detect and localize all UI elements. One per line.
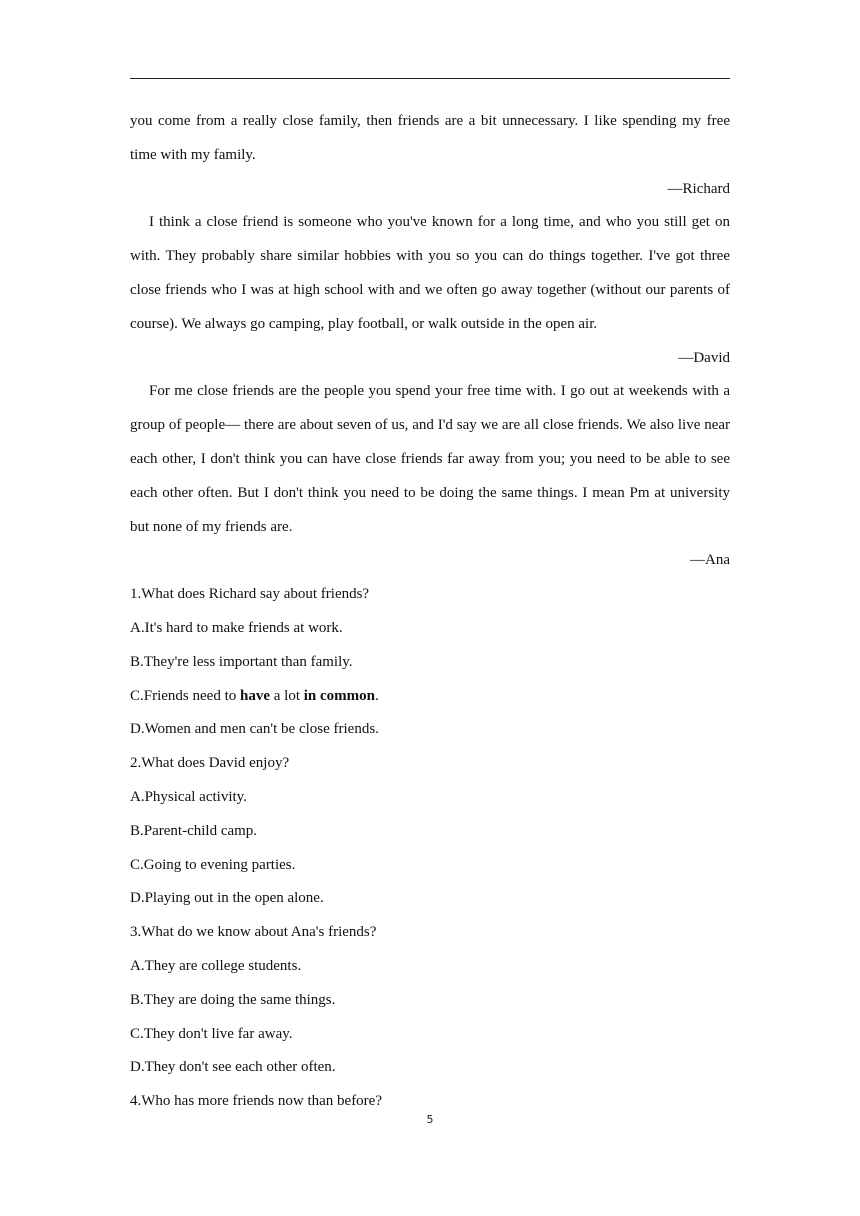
question-2-option-d: D.Playing out in the open alone. <box>130 890 324 907</box>
option-c-bold-in-common: in common <box>303 687 375 704</box>
question-3-option-b: B.They are doing the same things. <box>130 991 336 1008</box>
question-1-option-a: A.It's hard to make friends at work. <box>130 619 343 636</box>
question-2-stem: 2.What does David enjoy? <box>130 755 290 772</box>
signature-david: —David <box>678 349 730 366</box>
header-rule <box>130 78 730 79</box>
question-1-option-c <box>130 680 730 714</box>
page-content <box>130 105 730 1119</box>
option-c-text-2: a lot <box>270 687 304 704</box>
signature-ana: —Ana <box>690 552 730 569</box>
passage-richard-text: you come from a really close family, then friends are a bit unnecessary. I like spending my free time with my family. <box>130 113 730 163</box>
question-1-option-d: D.Women and men can't be close friends. <box>130 721 379 738</box>
question-2-option-a: A.Physical activity. <box>130 788 247 805</box>
question-3-option-a: A.They are college students. <box>130 957 302 974</box>
option-c-text-1: C.Friends need to <box>130 687 240 704</box>
question-3-option-c: C.They don't live far away. <box>130 1025 293 1042</box>
option-c-text-3: . <box>375 687 379 704</box>
option-c-bold-have: have <box>240 687 270 704</box>
question-3-stem: 3.What do we know about Ana's friends? <box>130 924 377 941</box>
page-number: 5 <box>426 1113 434 1126</box>
question-4-stem: 4.Who has more friends now than before? <box>130 1093 382 1110</box>
passage-ana-text: For me close friends are the people you spend your free time with. I go out at weekends with a group of people— there are about seven of us, and I'd say we are all close friends. We also live near each other, I don't think you can have close friends far away from you; you need to be able to see each other often. But I don't think you need to be doing the same things. I mean Pm at university but none of my friends are. <box>130 383 730 535</box>
question-1-option-b: B.They're less important than family. <box>130 653 353 670</box>
signature-richard: —Richard <box>667 180 730 197</box>
question-1-stem: 1.What does Richard say about friends? <box>130 586 370 603</box>
question-2-option-c: C.Going to evening parties. <box>130 856 296 873</box>
question-2-option-b: B.Parent-child camp. <box>130 822 258 839</box>
question-3-option-d: D.They don't see each other often. <box>130 1059 336 1076</box>
passage-david-text: I think a close friend is someone who you've known for a long time, and who you still get on with. They probably share similar hobbies with you so you can do things together. I've got three close friends who I was at high school with and we often go away together (without our parents of course). We always go camping, play football, or walk outside in the open air. <box>130 214 730 332</box>
